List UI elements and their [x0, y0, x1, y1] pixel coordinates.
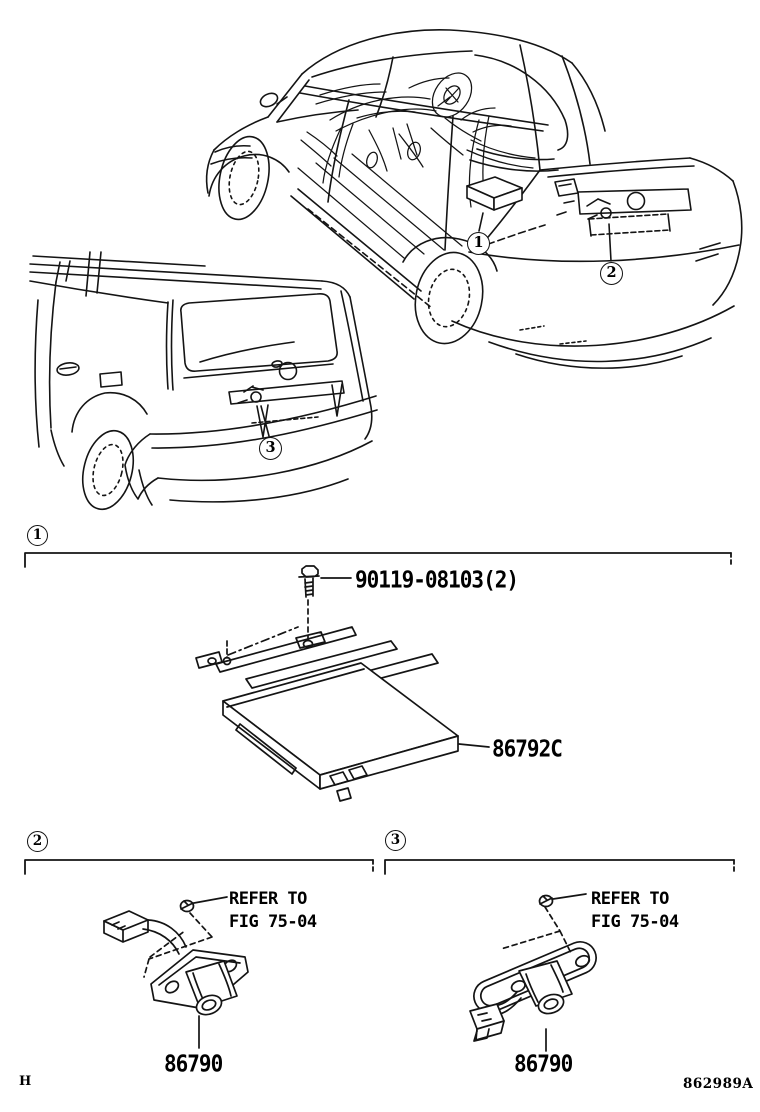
screw-icon	[181, 901, 194, 912]
note-leader	[553, 894, 586, 899]
section3-bracket-line	[385, 860, 734, 874]
section3-callout: 3	[385, 830, 406, 851]
sedan-rear-view	[207, 30, 742, 368]
screw-icon	[540, 896, 553, 907]
section3-detail	[469, 894, 601, 1051]
wagon-emblem	[280, 363, 297, 380]
camera-computer-box	[223, 663, 458, 801]
wagon-rear-window	[181, 294, 337, 371]
refer-note-line2: FIG 75-04	[229, 911, 317, 932]
section2-bracket-line	[25, 860, 373, 874]
section1-callout: 1	[27, 525, 48, 546]
section1-bracket-line	[25, 553, 731, 567]
section1-detail	[196, 566, 489, 801]
callout-leader	[479, 213, 483, 231]
refer-note-line1: REFER TO	[229, 889, 307, 909]
computer-part-number: 86792C	[492, 736, 562, 762]
callout-leader	[609, 224, 611, 261]
wagon-rear-view	[30, 252, 377, 515]
rear-camera-assembly	[151, 950, 248, 1018]
section2-detail	[104, 897, 248, 1048]
bolt-part-number: 90119-08103(2)	[355, 567, 519, 593]
bolt-icon	[299, 566, 319, 597]
callout-sedan-camera: 2	[600, 262, 623, 285]
wiper	[200, 342, 294, 362]
refer-note-line2: FIG 75-04	[591, 911, 679, 932]
refer-note-right	[591, 888, 679, 933]
wagon-body	[30, 252, 377, 515]
sedan-emblem	[628, 193, 645, 210]
figure-code: 862989A	[683, 1076, 754, 1092]
rear-camera-assembly	[469, 937, 601, 1041]
footer-left-mark: H	[19, 1074, 32, 1089]
wagon-rear-wheel	[75, 425, 141, 514]
camera-part-number-right: 86790	[514, 1051, 573, 1077]
label-leader	[459, 744, 489, 747]
callout-wagon-camera: 3	[259, 437, 282, 460]
section2-callout: 2	[27, 831, 48, 852]
sedan-taillight	[555, 179, 578, 196]
callout-sedan-computer: 1	[467, 232, 490, 255]
refer-note-line1: REFER TO	[591, 889, 669, 909]
camera-cable	[143, 920, 186, 954]
note-leader	[194, 897, 227, 903]
fuel-lid	[100, 372, 122, 387]
camera-part-number-left: 86790	[164, 1051, 223, 1077]
camera-connector	[470, 1004, 504, 1041]
refer-note-left	[229, 888, 317, 933]
camera-connector	[104, 911, 148, 942]
trunk-camera-installed	[557, 199, 611, 261]
